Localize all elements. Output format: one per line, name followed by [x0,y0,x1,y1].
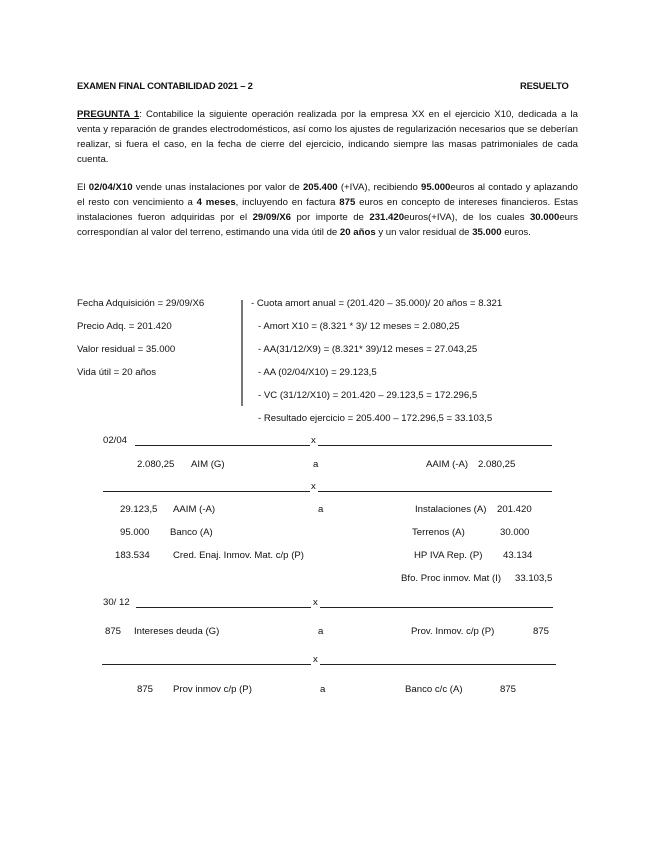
statement-run: euros en concepto de intereses financieros. Estas instalaciones fueron adquiridas por el [77,197,578,223]
statement-run: , incluyendo en factura [235,197,340,208]
entry3-date: 30/ 12 [103,597,130,608]
data-acquisition-price: Precio Adq. = 201.420 [77,321,172,332]
entry2-rule-left [103,491,310,492]
entry2-debit-amount-1: 29.123,5 [120,504,158,515]
entry2-a: a [318,504,324,515]
statement-run: eurs correspondían al valor del terreno, estimando una vida útil de [77,212,578,238]
statement-bold-run: 02/04/X10 [88,182,133,193]
entry4-debit-account: Prov inmov c/p (P) [173,684,252,695]
statement-run: por importe de [290,212,370,223]
statement-run: euros al contado y aplazando el resto con vencimiento a [77,182,578,208]
question-paragraph [77,107,578,167]
entry3-a: a [318,626,324,637]
statement-bold-run: 875 [339,197,356,208]
entry2-credit-account-3: HP IVA Rep. (P) [414,550,483,561]
statement-bold-run: 95.000 [421,182,451,193]
entry2-debit-account-1: AAIM (-A) [173,504,216,515]
entry4-debit-amount: 875 [137,684,154,695]
entry2-credit-amount-4: 33.103,5 [515,573,553,584]
calc-result: - Resultado ejercicio = 205.400 – 172.296,5 = 33.103,5 [258,413,493,424]
entry3-rule-right [320,607,553,608]
entry2-debit-amount-3: 183.534 [115,550,150,561]
entry4-credit-account: Banco c/c (A) [405,684,463,695]
entry2-credit-amount-1: 201.420 [497,504,532,515]
entry1-a: a [313,459,319,470]
entry3-debit-amount: 875 [105,626,122,637]
entry2-credit-account-1: Instalaciones (A) [415,504,487,515]
entry3-rule-left [136,607,311,608]
status-label: RESUELTO [520,80,569,91]
entry1-credit-amount: 2.080,25 [478,459,516,470]
data-residual-value: Valor residual = 35.000 [77,344,176,355]
calc-accumulated-x10: - AA (02/04/X10) = 29.123,5 [258,367,377,378]
entry1-debit-account: AIM (G) [191,459,225,470]
entry3-separator: x [313,597,318,608]
entry2-credit-amount-3: 43.134 [503,550,533,561]
statement-run: (+IVA), recibiendo [337,182,422,193]
entry3-credit-amount: 875 [533,626,550,637]
entry4-credit-amount: 875 [500,684,517,695]
entry4-a: a [320,684,326,695]
statement-run: euros. [501,227,531,238]
statement-run: El [77,182,89,193]
entry3-credit-account: Prov. Inmov. c/p (P) [411,626,495,637]
statement-bold-run: 231.420 [369,212,405,223]
statement-bold-run: 20 años [339,227,376,238]
exam-title: EXAMEN FINAL CONTABILIDAD 2021 – 2 [77,80,253,91]
statement-bold-run: 205.400 [302,182,338,193]
question-text: : Contabilice la siguiente operación realizada por la empresa XX en el ejercicio X10, dedicada a la venta y reparación de grandes electrodomésticos, así como los ajustes de regularización necesarios que se deberían realizar, si fuera el caso, en la fecha de cierre del ejercicio, indicando siempre las masas patrimoniales de cada cuenta. [77,109,578,165]
entry1-separator: x [311,435,316,446]
entry2-credit-account-2: Terrenos (A) [412,527,465,538]
entry4-rule-right [320,664,556,665]
statement-run: y un valor residual de [375,227,473,238]
entry2-rule-right [318,491,552,492]
statement-run: vende unas instalaciones por valor de [132,182,303,193]
entry2-debit-amount-2: 95.000 [120,527,150,538]
statement-run: euros(+IVA), de los cuales [404,212,530,223]
entry1-date: 02/04 [103,435,128,446]
entry4-separator: x [313,654,318,665]
statement-paragraph [77,180,578,240]
calc-book-value: - VC (31/12/X10) = 201.420 – 29.123,5 = 172.296,5 [258,390,478,401]
entry1-rule-right [318,445,552,446]
entry3-debit-account: Intereses deuda (G) [134,626,220,637]
calc-accumulated-x9: - AA(31/12/X9) = (8.321* 39)/12 meses = 27.043,25 [258,344,478,355]
entry1-debit-amount: 2.080,25 [137,459,175,470]
calc-annual-depreciation: - Cuota amort anual = (201.420 – 35.000)/ 20 años = 8.321 [251,298,503,309]
entry2-separator: x [311,481,316,492]
statement-bold-run: 30.000 [529,212,560,223]
entry4-rule-left [102,664,311,665]
entry2-debit-account-2: Banco (A) [170,527,213,538]
entry1-rule-left [135,445,310,446]
entry2-credit-account-4: Bfo. Proc inmov. Mat (I) [401,573,502,584]
calc-depreciation-x10: - Amort X10 = (8.321 * 3)/ 12 meses = 2.080,25 [258,321,460,332]
column-divider [241,300,243,406]
data-acquisition-date: Fecha Adquisición = 29/09/X6 [77,298,205,309]
entry1-credit-account: AAIM (-A) [426,459,469,470]
statement-bold-run: 4 meses [196,197,236,208]
statement-bold-run: 35.000 [472,227,502,238]
question-label: PREGUNTA 1 [77,109,140,120]
data-useful-life: Vida útil = 20 años [77,367,157,378]
statement-bold-run: 29/09/X6 [252,212,291,223]
entry2-credit-amount-2: 30.000 [500,527,530,538]
entry2-debit-account-3: Cred. Enaj. Inmov. Mat. c/p (P) [173,550,304,561]
